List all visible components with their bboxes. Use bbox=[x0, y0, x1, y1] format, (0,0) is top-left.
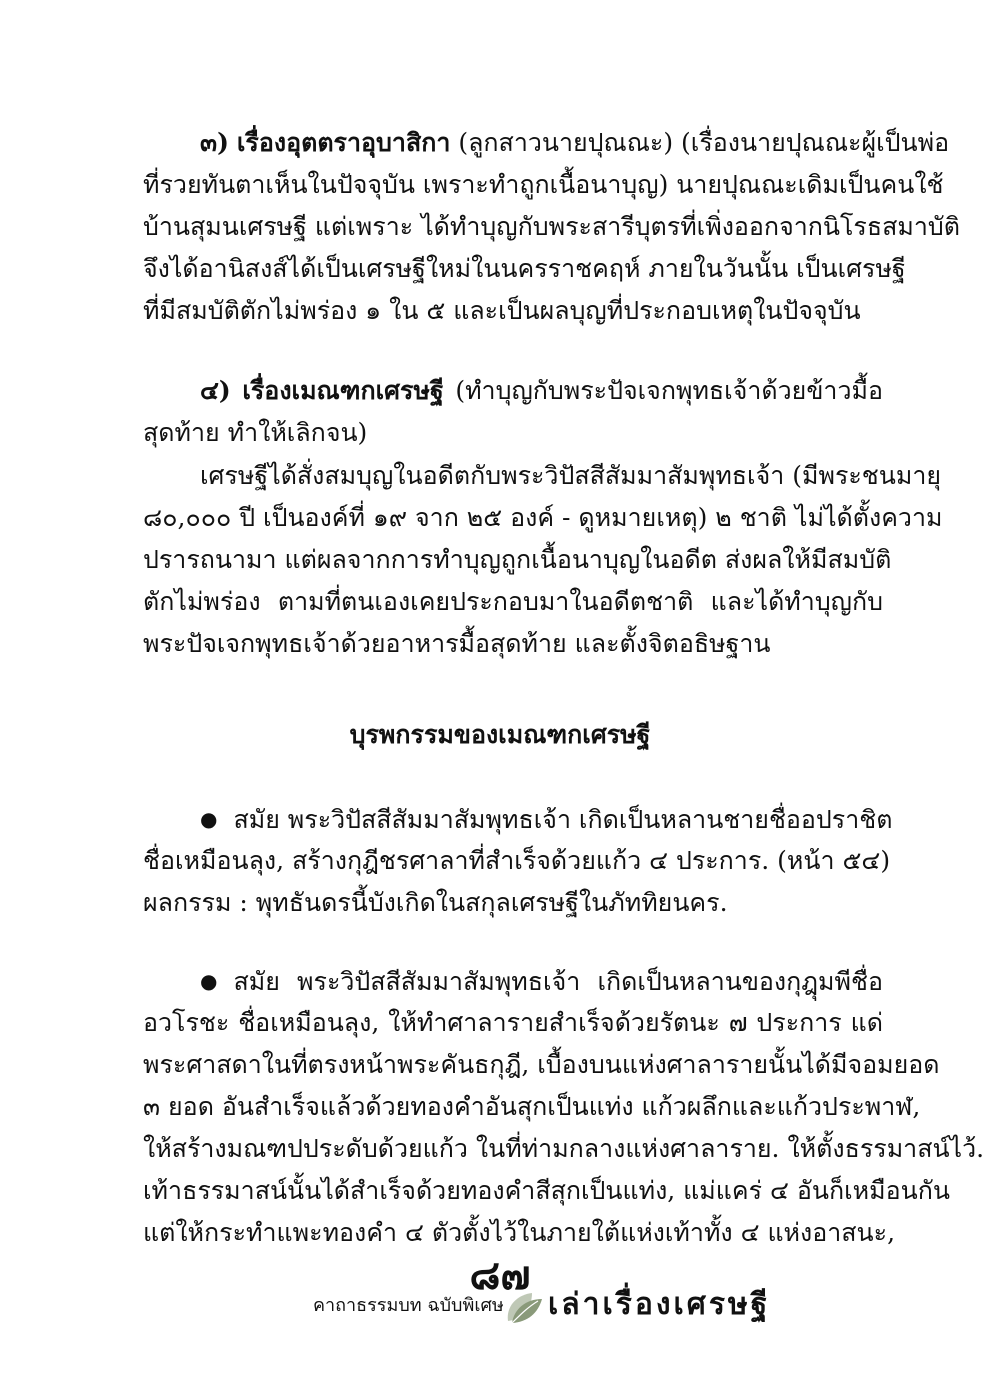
bullet2-line-1: อวโรชะ ชื่อเหมือนลุง, ให้ทำศาลารายสำเร็จด้วยรัตนะ ๗ ประการ แด่ bbox=[143, 1008, 883, 1037]
section4-paragraph-1: ๘๐,๐๐๐ ปี เป็นองค์ที่ ๑๙ จาก ๒๕ องค์ - ดูหมายเหตุ) ๒ ชาติ ไม่ได้ตั้งความ bbox=[143, 503, 943, 532]
section3-line-0: (ลูกสาวนายปุณณะ) (เรื่องนายปุณณะผู้เป็นพ่อ bbox=[458, 128, 950, 157]
section4-line-1: สุดท้าย ทำให้เลิกจน) bbox=[143, 418, 368, 447]
bullet1-line-1: ชื่อเหมือนลุง, สร้างกุฎีชรศาลาที่สำเร็จด้วยแก้ว ๔ ประการ. (หน้า ๕๔) bbox=[143, 846, 891, 875]
bullet2-line-5: เท้าธรรมาสน์นั้นได้สำเร็จด้วยทองคำสีสุกเป็นแท่ง, แม่แคร่ ๔ อันก็เหมือนกัน bbox=[143, 1176, 950, 1205]
bullet-icon: ● bbox=[200, 807, 218, 831]
bullet1-first-line bbox=[200, 797, 893, 842]
section-heading: บุรพกรรมของเมณฑกเศรษฐี bbox=[349, 720, 651, 749]
section4-paragraph-2: ปรารถนามา แต่ผลจากการทำบุญถูกเนื้อนาบุญในอดีต ส่งผลให้มีสมบัติ bbox=[143, 545, 892, 574]
bullet2-line-6: แต่ให้กระทำแพะทองคำ ๔ ตัวตั้งไว้ในภายใต้แห่งเท้าทั้ง ๔ แห่งอาสนะ, bbox=[143, 1218, 896, 1247]
bullet2-line-2: พระศาสดาในที่ตรงหน้าพระคันธกุฎี, เบื้องบนแห่งศาลารายนั้นได้มีจอมยอด bbox=[143, 1050, 940, 1079]
section3-line-3: จึงได้อานิสงส์ได้เป็นเศรษฐีใหม่ในนครราชคฤห์ ภายในวันนั้น เป็นเศรษฐี bbox=[143, 254, 906, 283]
bullet1-line-0: สมัย พระวิปัสสีสัมมาสัมพุทธเจ้า เกิดเป็นหลานชายชื่ออปราชิต bbox=[233, 805, 893, 834]
book-title: คาถาธรรมบท ฉบับพิเศษ bbox=[313, 1295, 504, 1316]
bullet2-first-line bbox=[200, 959, 883, 1004]
section3-line-2: บ้านสุมนเศรษฐี แต่เพราะ ได้ทำบุญกับพระสารีบุตรที่เพิ่งออกจากนิโรธสมาบัติ bbox=[143, 212, 960, 241]
bullet1-line-2: ผลกรรม : พุทธันดรนี้บังเกิดในสกุลเศรษฐีในภัททิยนคร. bbox=[143, 888, 728, 917]
section4-title: เรื่องเมณฑกเศรษฐี bbox=[242, 376, 444, 405]
section3-title: เรื่องอุตตราอุบาสิกา bbox=[236, 128, 451, 157]
bullet2-line-0: สมัย พระวิปัสสีสัมมาสัมพุทธเจ้า เกิดเป็นหลานของกุฎุมพีชื่อ bbox=[233, 967, 883, 996]
section4-paragraph-4: พระปัจเจกพุทธเจ้าด้วยอาหารมื้อสุดท้าย และตั้งจิตอธิษฐาน bbox=[143, 629, 771, 658]
section3-line-1: ที่รวยทันตาเห็นในปัจจุบัน เพราะทำถูกเนื้อนาบุญ) นายปุณณะเดิมเป็นคนใช้ bbox=[143, 170, 944, 199]
leaf-icon bbox=[502, 1287, 544, 1325]
section4-paragraph-3: ตักไม่พร่อง ตามที่ตนเองเคยประกอบมาในอดีตชาติ และได้ทำบุญกับ bbox=[143, 587, 883, 616]
section4-first-line bbox=[200, 369, 883, 413]
section4-number: ๔) bbox=[200, 376, 231, 405]
series-title: เล่าเรื่องเศรษฐี bbox=[548, 1287, 771, 1322]
bullet2-line-4: ให้สร้างมณฑปประดับด้วยแก้ว ในที่ท่ามกลางแห่งศาลาราย. ให้ตั้งธรรมาสน์ไว้. bbox=[143, 1134, 985, 1163]
page-number: ๘๗ bbox=[469, 1252, 531, 1299]
bullet2-line-3: ๓ ยอด อันสำเร็จแล้วด้วยทองคำอันสุกเป็นแท่ง แก้วผลึกและแก้วประพาฬ, bbox=[143, 1092, 921, 1121]
section4-paragraph-0: เศรษฐีได้สั่งสมบุญในอดีตกับพระวิปัสสีสัมมาสัมพุทธเจ้า (มีพระชนมายุ bbox=[200, 461, 942, 490]
section4-line-0: (ทำบุญกับพระปัจเจกพุทธเจ้าด้วยข้าวมื้อ bbox=[455, 376, 883, 405]
bullet-icon: ● bbox=[200, 969, 218, 993]
section3-line-4: ที่มีสมบัติตักไม่พร่อง ๑ ใน ๕ และเป็นผลบุญที่ประกอบเหตุในปัจจุบัน bbox=[143, 296, 861, 325]
section3-first-line bbox=[200, 121, 950, 165]
section3-number: ๓) bbox=[200, 128, 229, 157]
